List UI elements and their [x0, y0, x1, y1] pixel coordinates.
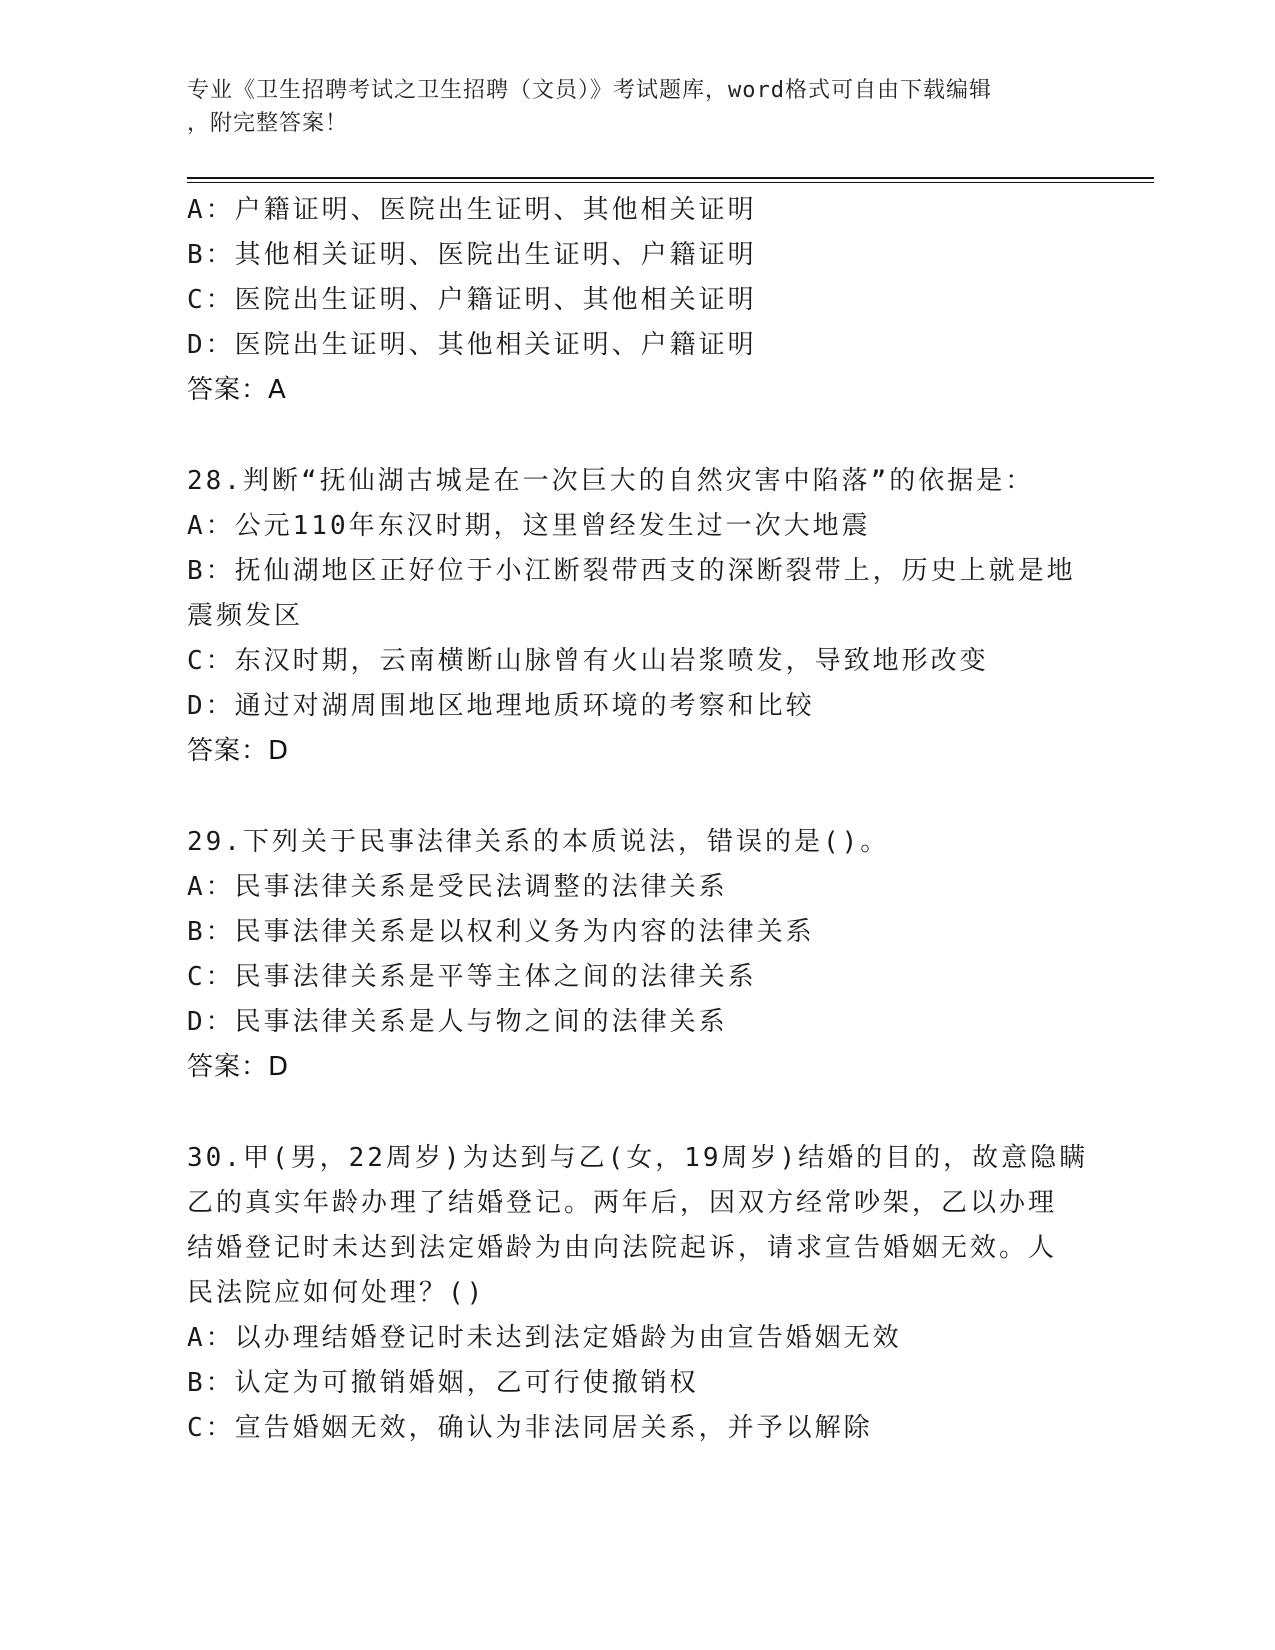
spacer: [187, 774, 1087, 820]
header-divider-thick: [187, 177, 1154, 179]
option-b: B：民事法律关系是以权利义务为内容的法律关系: [187, 917, 815, 947]
spacer: [187, 1090, 1087, 1136]
question-stem-line-3: 结婚登记时未达到法定婚龄为由向法院起诉，请求宣告婚姻无效。人: [187, 1233, 1058, 1263]
option-d: D：民事法律关系是人与物之间的法律关系: [187, 1007, 728, 1037]
question-list: [187, 188, 1087, 1451]
option-c: C：医院出生证明、户籍证明、其他相关证明: [187, 285, 757, 315]
option-c: C：东汉时期，云南横断山脉曾有火山岩浆喷发，导致地形改变: [187, 646, 989, 676]
option-a: A：户籍证明、医院出生证明、其他相关证明: [187, 195, 757, 225]
question-28: [187, 459, 1087, 774]
option-b-continued: 震频发区: [187, 601, 304, 631]
option-d: D：医院出生证明、其他相关证明、户籍证明: [187, 330, 757, 360]
answer-line: 答案：A: [187, 375, 287, 405]
option-b: B：其他相关证明、医院出生证明、户籍证明: [187, 240, 757, 270]
option-a: A：民事法律关系是受民法调整的法律关系: [187, 872, 728, 902]
option-b: B：认定为可撤销婚姻，乙可行使撤销权: [187, 1368, 699, 1398]
header-divider-thin: [187, 182, 1154, 183]
header-line-1: 专业《卫生招聘考试之卫生招聘（文员）》考试题库，word格式可自由下载编辑: [187, 78, 992, 103]
header-line-2: ，附完整答案！: [187, 111, 349, 136]
option-b: B：抚仙湖地区正好位于小江断裂带西支的深断裂带上，历史上就是地: [187, 556, 1076, 586]
question-27: [187, 188, 1087, 413]
option-a: A：公元110年东汉时期，这里曾经发生过一次大地震: [187, 511, 871, 541]
question-stem: 29.下列关于民事法律关系的本质说法，错误的是()。: [187, 827, 890, 857]
question-stem-line-1: 30.甲(男，22周岁)为达到与乙(女，19周岁)结婚的目的，故意隐瞒: [187, 1143, 1089, 1173]
spacer: [187, 413, 1087, 459]
option-c: C：宣告婚姻无效，确认为非法同居关系，并予以解除: [187, 1413, 873, 1443]
question-stem: 28.判断“抚仙湖古城是在一次巨大的自然灾害中陷落”的依据是：: [187, 466, 1035, 496]
question-stem-line-4: 民法院应如何处理？(): [187, 1278, 486, 1308]
option-d: D：通过对湖周围地区地理地质环境的考察和比较: [187, 691, 815, 721]
question-stem-line-2: 乙的真实年龄办理了结婚登记。两年后，因双方经常吵架，乙以办理: [187, 1188, 1058, 1218]
option-a: A：以办理结婚登记时未达到法定婚龄为由宣告婚姻无效: [187, 1323, 902, 1353]
option-c: C：民事法律关系是平等主体之间的法律关系: [187, 962, 757, 992]
answer-line: 答案：D: [187, 1052, 290, 1082]
document-header: [187, 74, 1067, 140]
question-29: [187, 820, 1087, 1090]
question-30: [187, 1136, 1087, 1451]
answer-line: 答案：D: [187, 736, 290, 766]
